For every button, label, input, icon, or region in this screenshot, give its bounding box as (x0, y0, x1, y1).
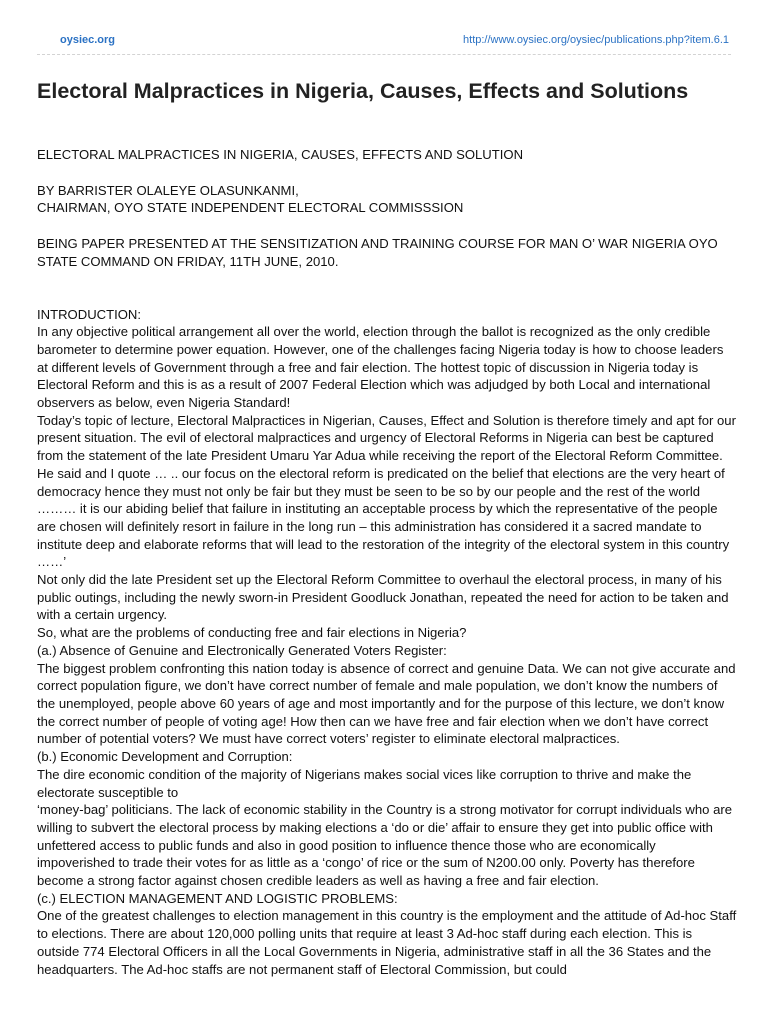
body-paragraph: Today’s topic of lecture, Electoral Malpractices in Nigerian, Causes, Effect and Solution is therefore timely and apt for our present situation. The evil of electoral malpractices and urgency of Electoral Reforms in Nigeria can best be captured from the statement of the late President Umaru Yar Adua while receiving the report of the Electoral Reform Committee. He said and I quote … .. our focus on the electoral reform is predicated on the belief that elections are the very heart of democracy hence they must not only be fair but they must be seen to be so by our people and the rest of the world ……… it is our abiding belief that failure in instituting an acceptable process by which the representative of the people are chosen will definitely resort in failure in the long run – this administration has considered it a sacred mandate to institute deep and elaborate reforms that will lead to the restoration of the integrity of the electoral system in this country ……’ (37, 412, 736, 570)
author-name: BY BARRISTER OLALEYE OLASUNKANMI, (37, 182, 299, 198)
author-block (37, 182, 737, 217)
body-paragraph: One of the greatest challenges to election management in this country is the employment and the attitude of Ad-hoc Staff to elections. There are about 120,000 polling units that require at least 3 Ad-hoc staff during each election. This is outside 774 Electoral Officers in all the Local Governments in Nigeria, administrative staff in all the 36 States and the headquarters. The Ad-hoc staffs are not permanent staff of Electoral Commission, but could (37, 908, 737, 977)
section-heading: (a.) Absence of Genuine and Electronically Generated Voters Register: (37, 642, 447, 658)
source-url-link[interactable]: http://www.oysiec.org/oysiec/publications.php?item.6.1 (463, 34, 729, 46)
introduction-heading: INTRODUCTION: (37, 306, 142, 322)
presentation-note: BEING PAPER PRESENTED AT THE SENSITIZATION AND TRAINING COURSE FOR MAN O’ WAR NIGERIA OYO STATE COMMAND ON FRIDAY, 11TH JUNE, 2010. (37, 236, 718, 269)
body-paragraph: The dire economic condition of the majority of Nigerians makes social vices like corruption to thrive and make the electorate susceptible to (37, 766, 692, 800)
body-paragraph: The biggest problem confronting this nation today is absence of correct and genuine Data. We can not give accurate and correct population figure, we don’t have correct number of female and male population, we don’t know the numbers of the unemployed, people above 60 years of age and most importantly and for the purpose of this lecture, we don’t know the correct number of people of voting age! How then can we have free and fair election when we don’t have correct number of potential voters? We must have correct voters’ register to eliminate electoral malpractices. (37, 660, 736, 747)
body-paragraph: In any objective political arrangement all over the world, election through the ballot is recognized as the only credible barometer to determine power equation. However, one of the challenges facing Nigeria today is how to choose leaders at different levels of Government through a free and fair election. The hottest topic of discussion in Nigeria today is Electoral Reform and this is as a result of 2007 Federal Election which was adjudged by both Local and international observers as below, even Nigeria Standard! (37, 324, 724, 411)
document-title: Electoral Malpractices in Nigeria, Causes, Effects and Solutions (37, 79, 689, 103)
document-heading: ELECTORAL MALPRACTICES IN NIGERIA, CAUSES, EFFECTS AND SOLUTION (37, 147, 524, 162)
body-paragraph: ‘money-bag’ politicians. The lack of economic stability in the Country is a strong motivator for corrupt individuals who are willing to subvert the electoral process by making elections a ‘do or die’ affair to ensure they get into public office with unfettered access to public funds and also in good position to influence thence those who are economically impoverished to trade their votes for as little as a ‘congo’ of rice or the sum of N200.00 only. Poverty has therefore become a strong factor against chosen credible leaders as well as having a free and fair election. (37, 802, 733, 889)
site-name-link[interactable]: oysiec.org (60, 34, 116, 46)
section-heading: (b.) Economic Development and Corruption: (37, 749, 293, 765)
body-paragraph: So, what are the problems of conducting free and fair elections in Nigeria? (37, 625, 467, 641)
document-content (37, 146, 737, 978)
author-role: CHAIRMAN, OYO STATE INDEPENDENT ELECTORAL COMMISSSION (37, 200, 464, 216)
body-paragraph: Not only did the late President set up the Electoral Reform Committee to overhaul the electoral process, in many of his public outings, including the newly sworn-in President Goodluck Jonathan, repeated the need for action to be taken and with a certain urgency. (37, 572, 729, 623)
header-divider (37, 54, 731, 55)
section-heading: (c.) ELECTION MANAGEMENT AND LOGISTIC PROBLEMS: (37, 890, 398, 906)
page-header (37, 33, 731, 51)
